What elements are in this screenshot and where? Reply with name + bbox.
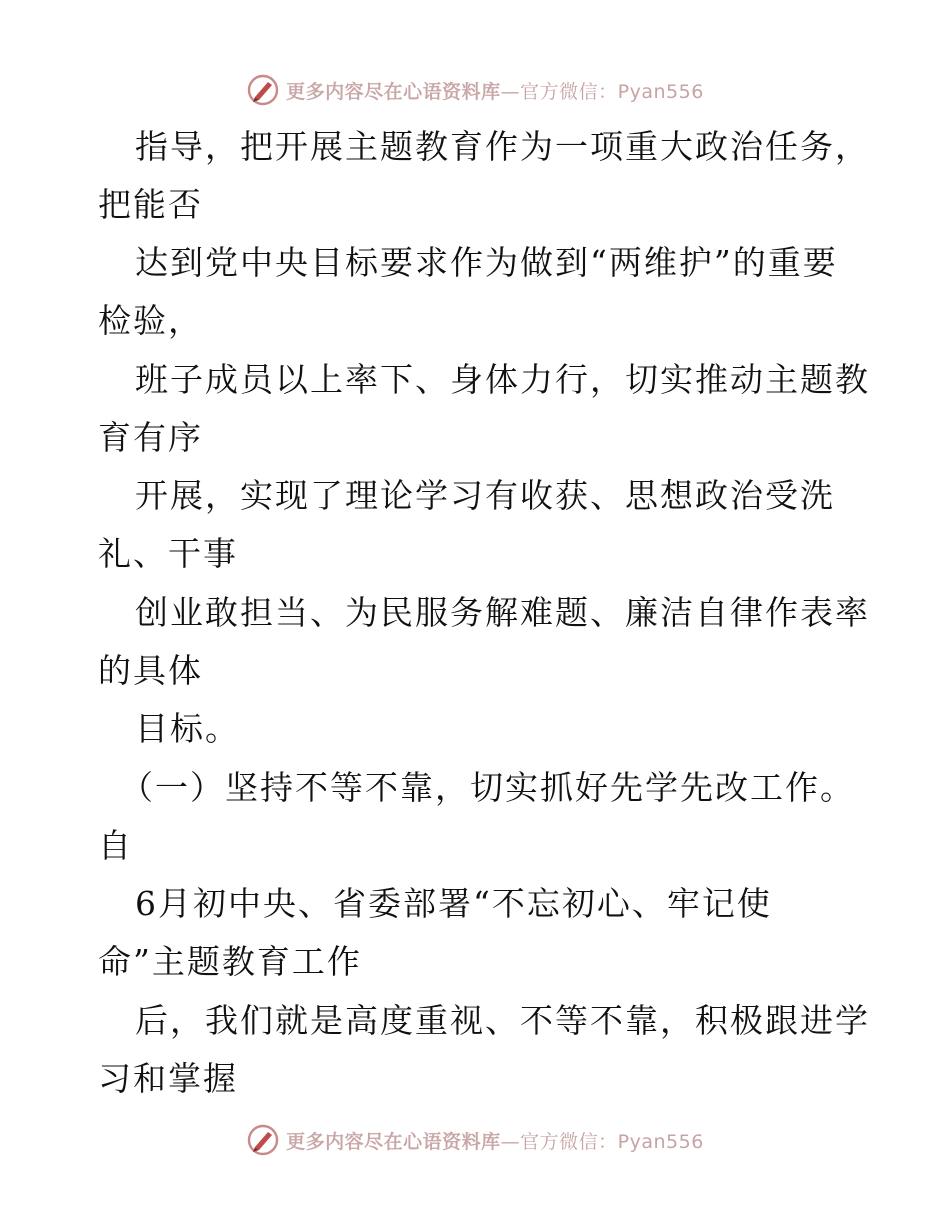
text-line: （一）坚持不等不靠，切实抓好先学先改工作。 — [120, 768, 855, 807]
text-line: 礼、干事 — [98, 534, 238, 573]
text-line: 命”主题教育工作 — [98, 942, 362, 981]
text-line: 指导，把开展主题教育作为一项重大政治任务， — [135, 127, 870, 166]
text-line: 自 — [98, 826, 133, 865]
watermark-footer — [0, 1120, 950, 1160]
text-line: 育有序 — [98, 418, 203, 457]
watermark-header — [0, 70, 950, 110]
pen-logo-icon — [246, 1123, 280, 1157]
text-line: 班子成员以上率下、身体力行，切实推动主题教 — [135, 360, 870, 399]
pen-logo-icon — [246, 73, 280, 107]
text-line: 的具体 — [98, 651, 203, 690]
text-line: 检验， — [98, 301, 203, 340]
text-line: 创业敢担当、为民服务解难题、廉洁自律作表率 — [135, 593, 870, 632]
text-line: 6月初中央、省委部署“不忘初心、牢记使 — [135, 884, 772, 923]
text-line: 开展，实现了理论学习有收获、思想政治受洗 — [135, 476, 835, 515]
text-line: 后，我们就是高度重视、不等不靠，积极跟进学 — [135, 1001, 870, 1040]
text-line: 习和掌握 — [98, 1059, 238, 1098]
text-line: 把能否 — [98, 185, 203, 224]
text-line: 达到党中央目标要求作为做到“两维护”的重要 — [135, 243, 838, 282]
text-line: 目标。 — [135, 709, 240, 748]
watermark-text: 更多内容尽在心语资料库—官方微信：Pyan556 — [286, 1130, 704, 1153]
watermark-text: 更多内容尽在心语资料库—官方微信：Pyan556 — [286, 80, 704, 103]
